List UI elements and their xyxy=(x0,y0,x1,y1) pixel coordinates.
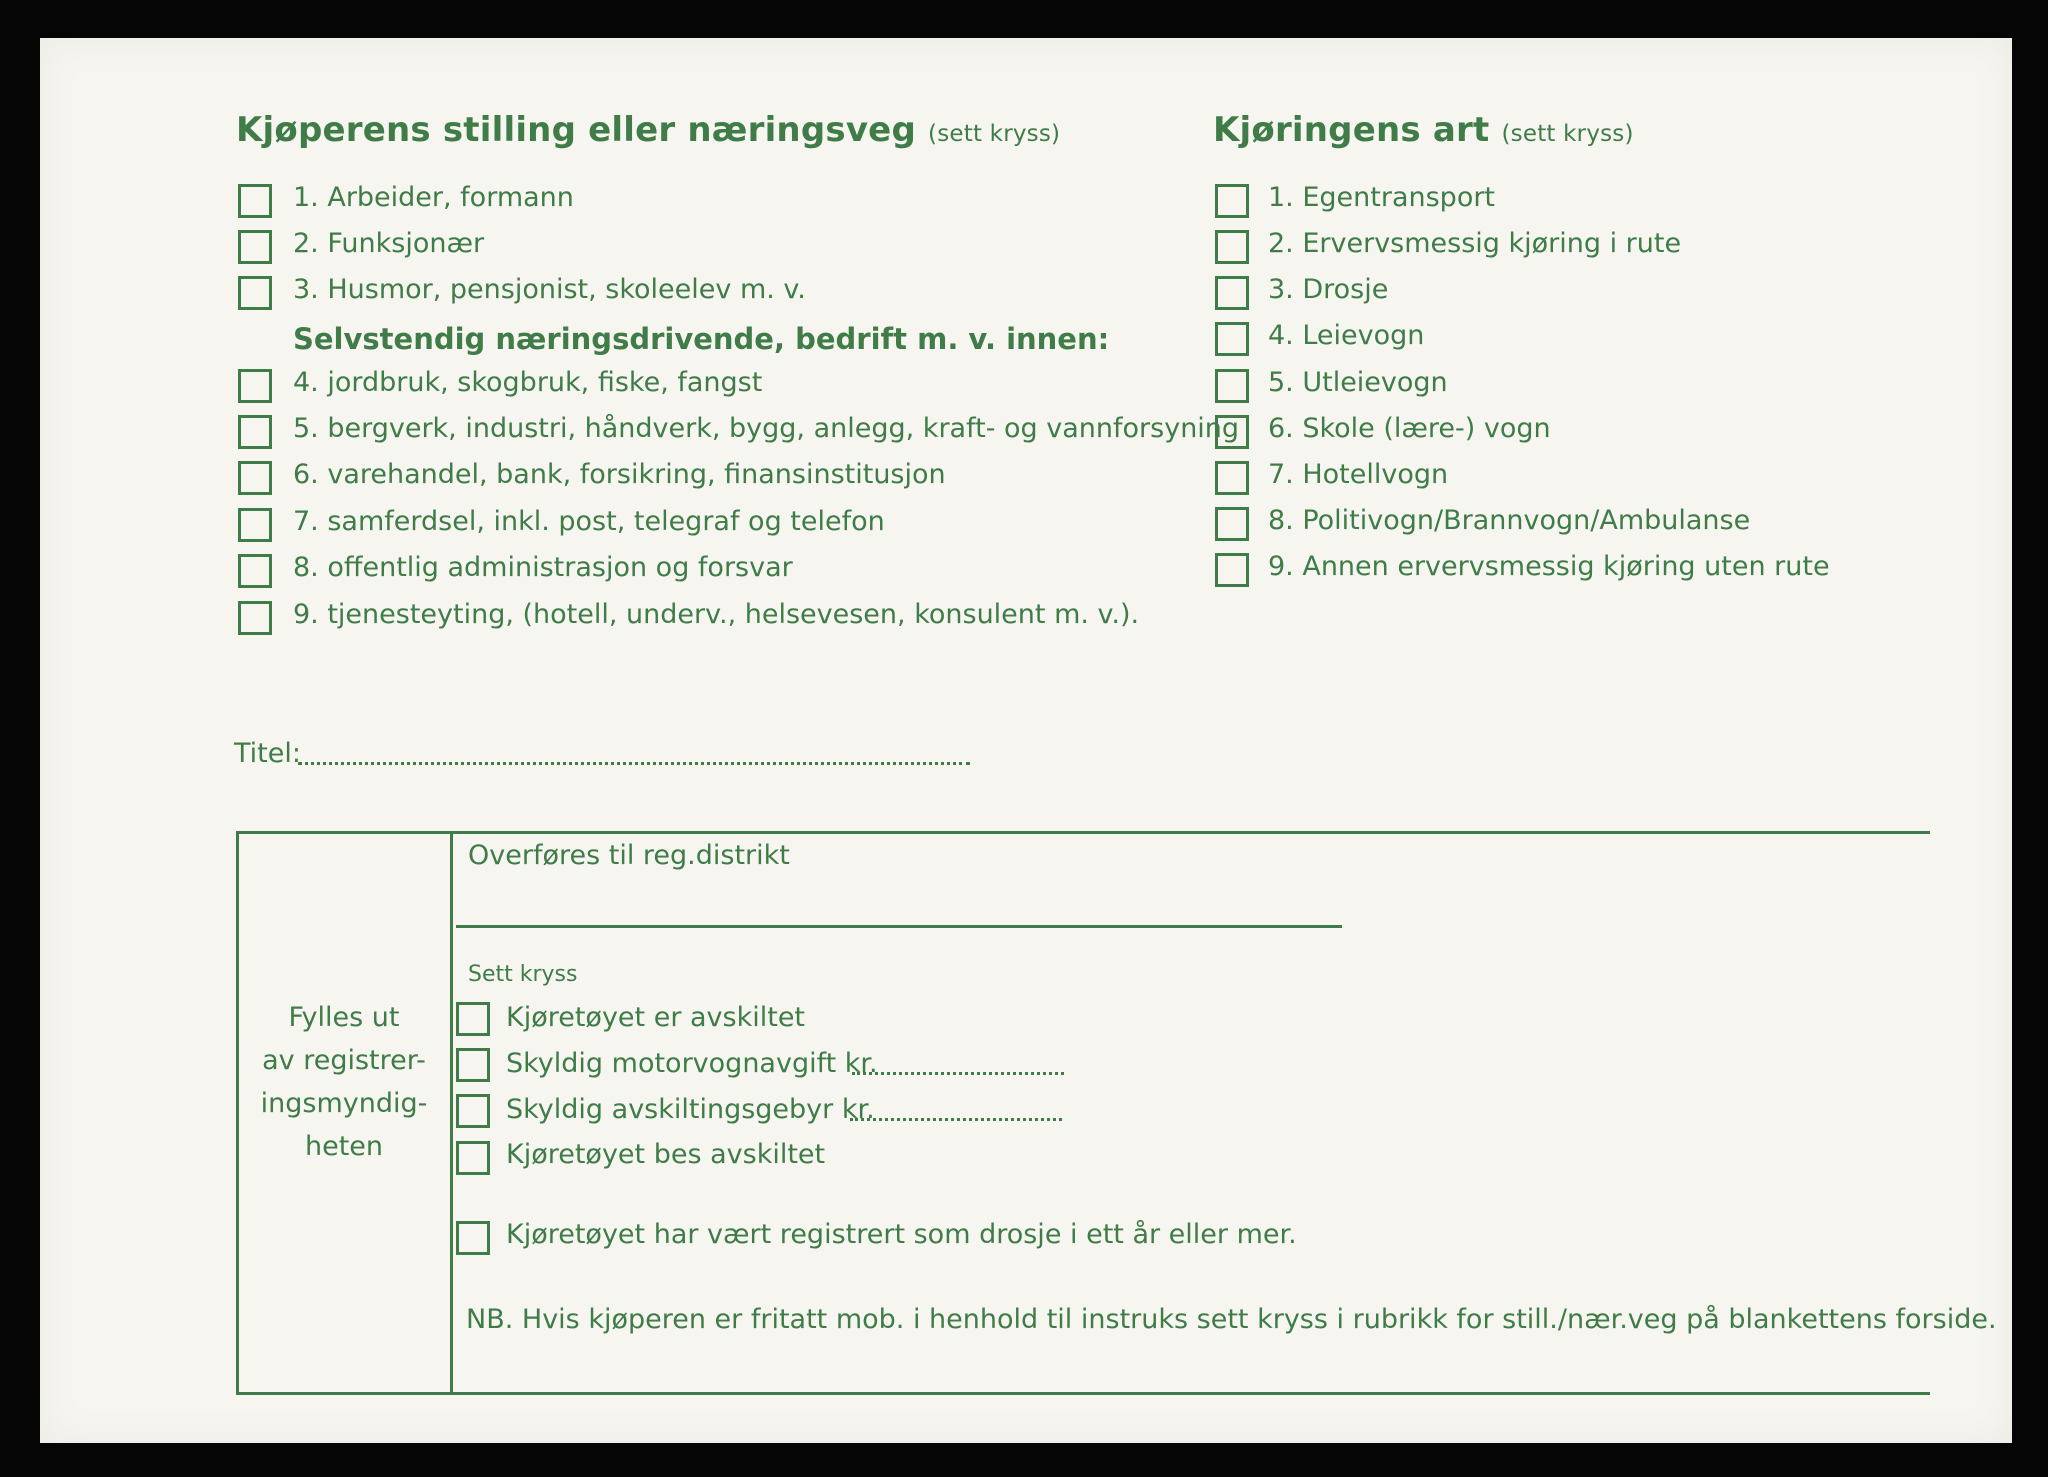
occupation-checkbox-9[interactable] xyxy=(238,601,272,635)
driving-checkbox-3[interactable] xyxy=(1215,276,1249,310)
driving-checkbox-2[interactable] xyxy=(1215,230,1249,264)
occupation-checkbox-2[interactable] xyxy=(238,230,272,264)
driving-item-5: 5. Utleievogn xyxy=(1268,367,1448,398)
occupation-item-6: 6. varehandel, bank, forsikring, finansinstitusjon xyxy=(293,459,946,490)
deregistration-fee-checkbox[interactable] xyxy=(456,1094,490,1128)
occupation-checkbox-8[interactable] xyxy=(238,554,272,588)
driving-item-3: 3. Drosje xyxy=(1268,274,1389,305)
transfer-district-field[interactable] xyxy=(456,925,1342,928)
driving-item-2: 2. Ervervsmessig kjøring i rute xyxy=(1268,228,1682,259)
authority-side-label-line-3: ingsmyndig- xyxy=(260,1088,428,1119)
driving-item-7: 7. Hotellvogn xyxy=(1268,459,1449,490)
driving-item-4: 4. Leievogn xyxy=(1268,320,1425,351)
deregistration-fee-amount-field[interactable] xyxy=(850,1118,1062,1121)
driving-item-6: 6. Skole (lære-) vogn xyxy=(1268,413,1551,444)
occupation-checkbox-6[interactable] xyxy=(238,461,272,495)
driving-checkbox-9[interactable] xyxy=(1215,553,1249,587)
driving-item-9: 9. Annen ervervsmessig kjøring uten rute xyxy=(1268,551,1830,582)
occupation-item-1: 1. Arbeider, formann xyxy=(293,182,574,213)
authority-side-label-line-4: heten xyxy=(304,1131,384,1162)
authority-box-top-border xyxy=(236,831,1930,834)
occupation-item-4: 4. jordbruk, skogbruk, fiske, fangst xyxy=(293,367,763,398)
driving-checkbox-1[interactable] xyxy=(1215,184,1249,218)
vehicle-tax-amount-field[interactable] xyxy=(852,1072,1064,1075)
titel-field[interactable] xyxy=(298,762,970,765)
authority-side-label-line-2: av registrer- xyxy=(262,1045,426,1076)
buyer-occupation-title-text: Kjøperens stilling eller næringsveg xyxy=(236,110,916,150)
deregistered-label: Kjøretøyet er avskiltet xyxy=(506,1002,806,1033)
check-instruction: Sett kryss xyxy=(468,962,578,987)
driving-checkbox-5[interactable] xyxy=(1215,369,1249,403)
request-deregistration-checkbox[interactable] xyxy=(456,1141,490,1175)
driving-checkbox-7[interactable] xyxy=(1215,461,1249,495)
buyer-occupation-title-note: (sett kryss) xyxy=(928,121,1061,147)
occupation-checkbox-7[interactable] xyxy=(238,508,272,542)
exemption-note: NB. Hvis kjøperen er fritatt mob. i henhold til instruks sett kryss i rubrikk for still./nær.veg på blankettens forside. xyxy=(466,1304,1997,1335)
occupation-checkbox-5[interactable] xyxy=(238,415,272,449)
driving-item-1: 1. Egentransport xyxy=(1268,182,1496,213)
occupation-item-2: 2. Funksjonær xyxy=(293,228,485,259)
form-page xyxy=(40,38,2012,1443)
drosje-year-checkbox[interactable] xyxy=(456,1221,490,1255)
buyer-occupation-title xyxy=(236,110,1060,150)
occupation-item-8: 8. offentlig administrasjon og forsvar xyxy=(293,552,793,583)
occupation-checkbox-1[interactable] xyxy=(238,184,272,218)
transfer-district-label: Overføres til reg.distrikt xyxy=(468,840,790,871)
driving-type-title-text: Kjøringens art xyxy=(1213,110,1490,150)
driving-checkbox-6[interactable] xyxy=(1215,415,1249,449)
occupation-item-5: 5. bergverk, industri, håndverk, bygg, anlegg, kraft- og vannforsyning xyxy=(293,413,1240,444)
driving-checkbox-8[interactable] xyxy=(1215,507,1249,541)
self-employed-subheading: Selvstendig næringsdrivende, bedrift m. v. innen: xyxy=(293,322,1110,356)
driving-type-title-note: (sett kryss) xyxy=(1501,121,1634,147)
authority-box-bottom-border xyxy=(236,1392,1930,1395)
driving-item-8: 8. Politivogn/Brannvogn/Ambulanse xyxy=(1268,505,1751,536)
vehicle-tax-checkbox[interactable] xyxy=(456,1048,490,1082)
occupation-item-9: 9. tjenesteyting, (hotell, underv., helsevesen, konsulent m. v.). xyxy=(293,599,1140,630)
deregistration-fee-label: Skyldig avskiltingsgebyr kr. xyxy=(506,1094,875,1125)
occupation-checkbox-4[interactable] xyxy=(238,369,272,403)
occupation-checkbox-3[interactable] xyxy=(238,276,272,310)
authority-side-label-line-1: Fylles ut xyxy=(288,1002,400,1033)
occupation-item-7: 7. samferdsel, inkl. post, telegraf og telefon xyxy=(293,506,885,537)
deregistered-checkbox[interactable] xyxy=(456,1002,490,1036)
request-deregistration-label: Kjøretøyet bes avskiltet xyxy=(506,1139,826,1170)
driving-checkbox-4[interactable] xyxy=(1215,322,1249,356)
titel-label: Titel: xyxy=(234,738,301,769)
occupation-item-3: 3. Husmor, pensjonist, skoleelev m. v. xyxy=(293,274,806,305)
drosje-year-label: Kjøretøyet har vært registrert som drosje i ett år eller mer. xyxy=(506,1219,1297,1250)
driving-type-title xyxy=(1213,110,1634,150)
vehicle-tax-label: Skyldig motorvognavgift kr. xyxy=(506,1048,878,1079)
